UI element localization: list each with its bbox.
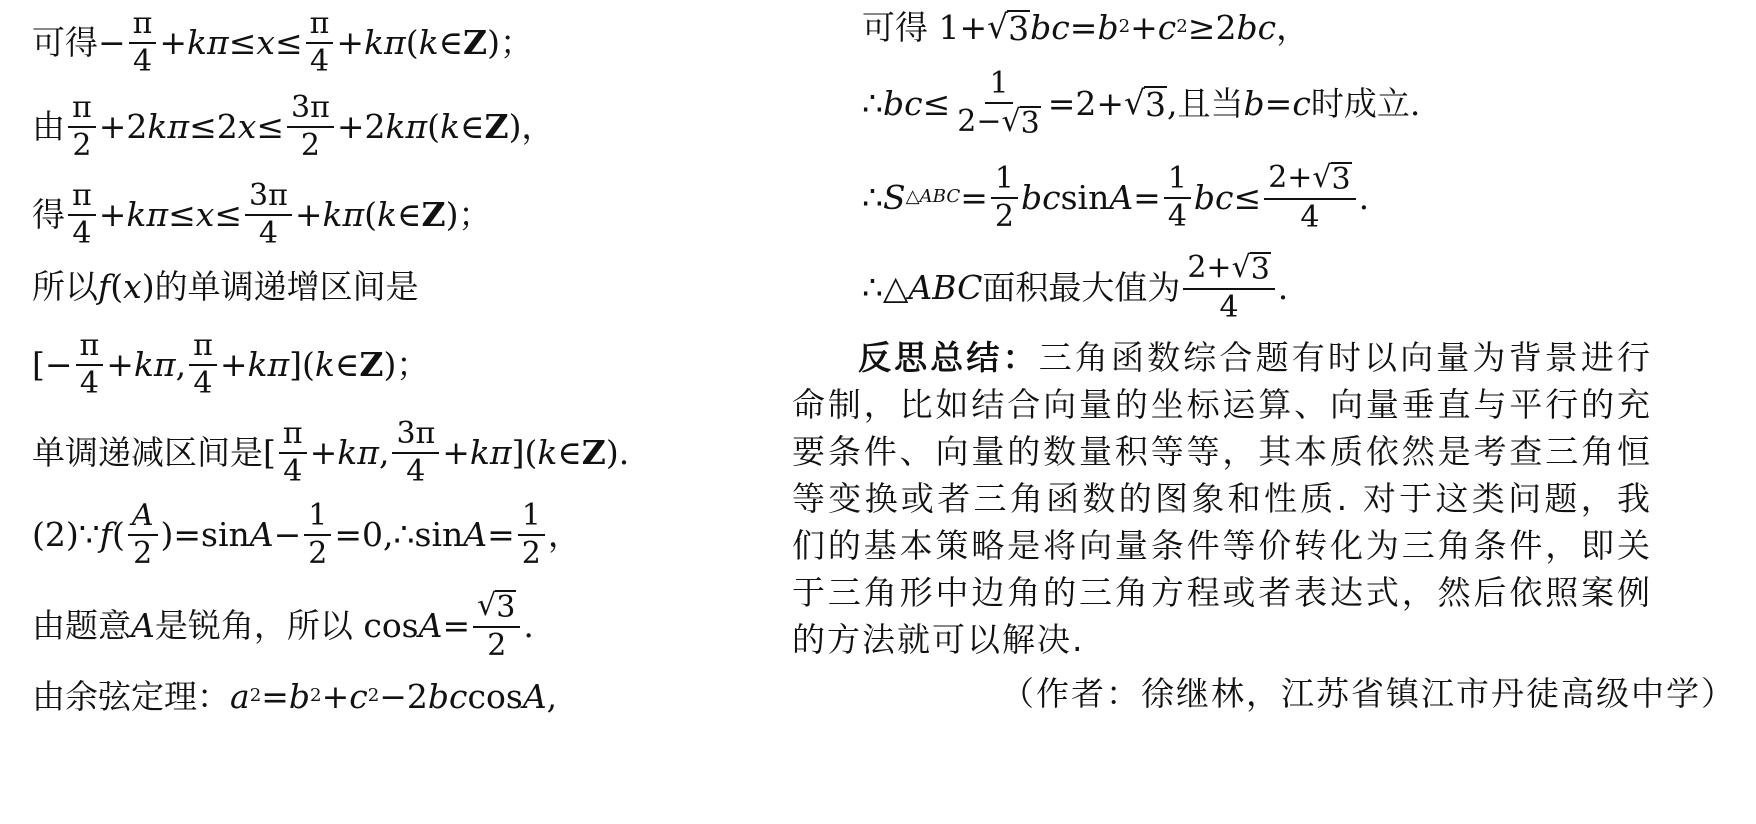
fraction: $\frac{1}{2}$ [991,163,1018,232]
sqrt: √ 3 [1312,160,1351,197]
summary-body: 三角函数综合题有时以向量为背景进行命制，比如结合向量的坐标运算、向量垂直与平行的充要条件、向量的数量积等等，其本质依然是考查三角恒等变换或者三角函数的图象和性质. 对于这类问题，我们的基本策略是将向量条件等价转化为三角条件，即关于三角形中边角的三角方程或者表达式，然后依照案例的方法就可以解决. [792,338,1653,659]
eq-line-6: 单调递减区间是[ $\frac{\pi}{4}$ + kπ , $\frac{3\pi}{4}$ + kπ ]( k ∈ Z ). [32,416,630,489]
sqrt: √ 3 [1124,83,1167,124]
fraction: $\frac{\pi}{4}$ [68,180,96,249]
eq-line-8: 由题意 A 是锐角，所以 cos A = √ 3 2 . [32,588,534,663]
fraction: $\frac{1}{2}$ [304,500,331,569]
fraction: $\frac{A}{2}$ [128,500,158,569]
fraction: $\frac{3\pi}{4}$ [245,180,292,249]
eq-line-r1: 可得 1+ √ 3 bc = b 2 + c 2 ≥2 bc ， [862,7,1310,48]
eq-line-1: 可得− $\frac{\pi}{4}$ + kπ ≤ x ≤ $\frac{\pi}{4}$ + kπ ( k ∈ Z )； [32,6,533,79]
fraction: $\frac{1}{4}$ [1164,163,1191,232]
fraction: $\frac{\pi}{4}$ [129,8,157,77]
eq-line-r3: ∴ S △ABC = $\frac{1}{2}$ bc sin A = $\frac{1}{4}$ bc ≤ 2+ √ 3 4 . [862,160,1370,235]
fraction: $\frac{\pi}{4}$ [189,330,217,399]
text: 可得− [32,23,126,62]
sqrt: √ 3 [1231,250,1270,287]
fraction: $\frac{3\pi}{4}$ [392,418,439,487]
author-credit: （作者：徐继林，江苏省镇江市丹徒高级中学） [1001,674,1736,713]
summary-paragraph [792,334,1652,663]
fraction: $\frac{\pi}{4}$ [279,418,307,487]
eq-line-r2: ∴ bc ≤ 1 2− √ 3 =2+ √ 3 ,且当 b = c 时成立. [862,66,1421,141]
fraction: $\frac{1}{2}$ [518,500,545,569]
summary-title: 反思总结： [858,338,1039,377]
fraction: $\frac{\pi}{4}$ [76,330,104,399]
eq-line-r4: ∴△ ABC 面积最大值为 2+ √ 3 4 . [862,250,1289,325]
eq-line-4: 所以 f ( x )的单调递增区间是 [32,267,419,306]
fraction: $\frac{\pi}{2}$ [68,92,96,161]
sqrt: √ 3 [1001,103,1040,141]
fraction: 1 2− √ 3 [957,66,1040,141]
fraction: 2+ √ 3 4 [1183,252,1274,323]
eq-line-9: 由余弦定理： a 2 = b 2 + c 2 −2 bc cos A , [32,677,558,716]
eq-line-5: [− $\frac{\pi}{4}$ + kπ , $\frac{\pi}{4}$ + kπ ]( k ∈ Z )； [32,328,430,401]
fraction: $\frac{\pi}{4}$ [306,8,334,77]
sqrt: √ 3 [477,588,516,625]
eq-line-3: 得 $\frac{\pi}{4}$ + kπ ≤ x ≤ $\frac{3\pi}{4}$ + kπ ( k ∈ Z )； [32,178,492,251]
fraction: 2+ √ 3 4 [1264,162,1355,233]
fraction: $\frac{3\pi}{2}$ [287,92,334,161]
eq-line-7: (2)∵ f ( $\frac{A}{2}$ )=sin A − $\frac{1}{2}$ =0,∴sin A = $\frac{1}{2}$ ， [32,498,581,571]
sqrt: √ 3 [987,7,1030,48]
fraction: √ 3 2 [473,590,520,661]
eq-line-2: 由 $\frac{\pi}{2}$ +2 kπ ≤2 x ≤ $\frac{3\pi}{2}$ +2 kπ ( k ∈ Z )， [32,90,555,163]
